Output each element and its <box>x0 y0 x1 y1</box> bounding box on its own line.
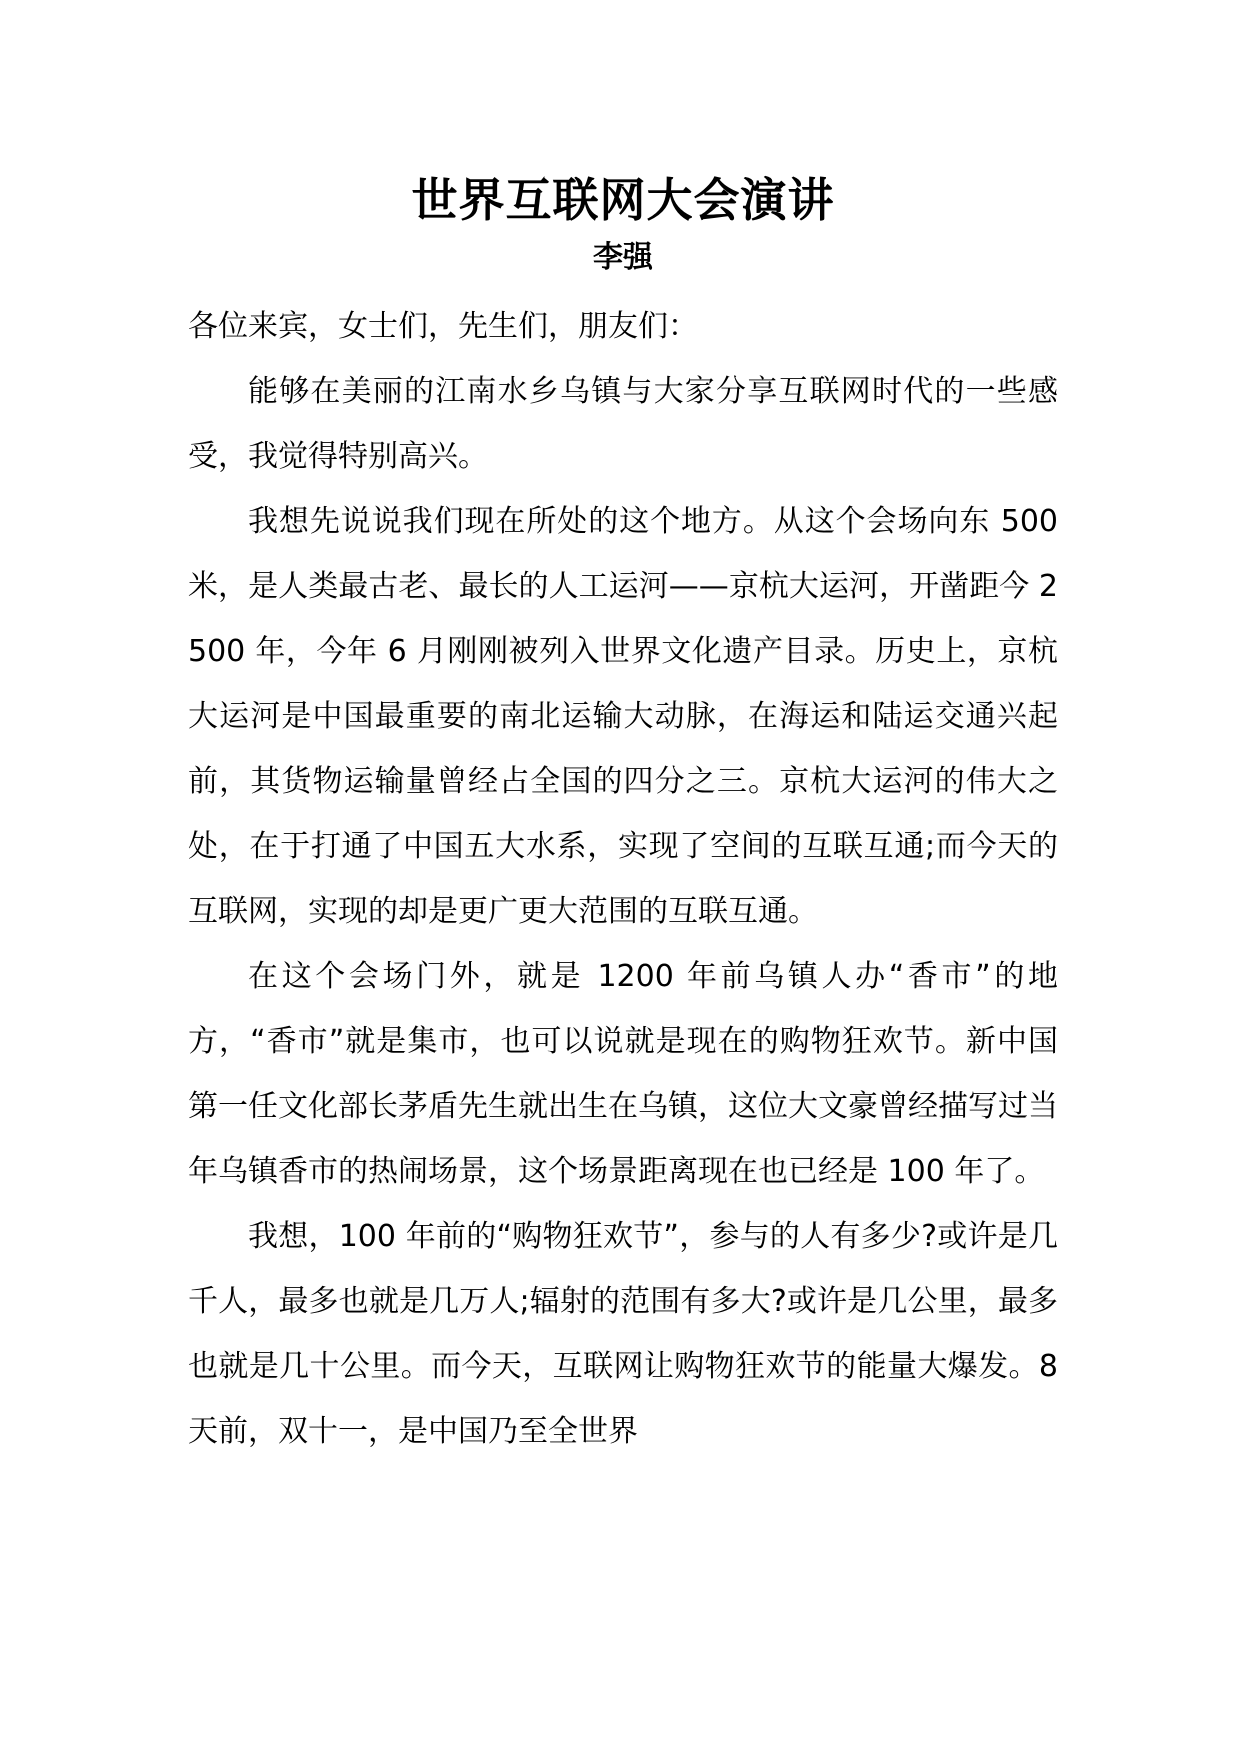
document-page <box>188 168 1058 1464</box>
paragraph-4: 我想，100 年前的“购物狂欢节”，参与的人有多少?或许是几千人，最多也就是几万人;辐射的范围有多大?或许是几公里，最多也就是几十公里。而今天，互联网让购物狂欢节的能量大爆发。8 天前，双十一，是中国乃至全世界 <box>188 1219 1058 1449</box>
author-name: 李强 <box>593 240 653 275</box>
paragraph-1: 能够在美丽的江南水乡乌镇与大家分享互联网时代的一些感受，我觉得特别高兴。 <box>188 374 1058 474</box>
document-title: 世界互联网大会演讲 <box>411 173 835 227</box>
paragraph-3: 在这个会场门外，就是 1200 年前乌镇人办“香市”的地方，“香市”就是集市，也可以说就是现在的购物狂欢节。新中国第一任文化部长茅盾先生就出生在乌镇，这位大文豪曾经描写过当年乌镇香市的热闹场景，这个场景距离现在也已经是 100 年了。 <box>188 959 1058 1189</box>
paragraph-2: 我想先说说我们现在所处的这个地方。从这个会场向东 500 米，是人类最古老、最长的人工运河——京杭大运河，开凿距今 2500 年，今年 6 月刚刚被列入世界文化遗产目录。历史上，京杭大运河是中国最重要的南北运输大动脉，在海运和陆运交通兴起前，其货物运输量曾经占全国的四分之三。京杭大运河的伟大之处，在于打通了中国五大水系，实现了空间的互联互通;而今天的互联网，实现的却是更广更大范围的互联互通。 <box>188 504 1058 929</box>
greeting-line: 各位来宾，女士们，先生们，朋友们： <box>188 309 698 344</box>
